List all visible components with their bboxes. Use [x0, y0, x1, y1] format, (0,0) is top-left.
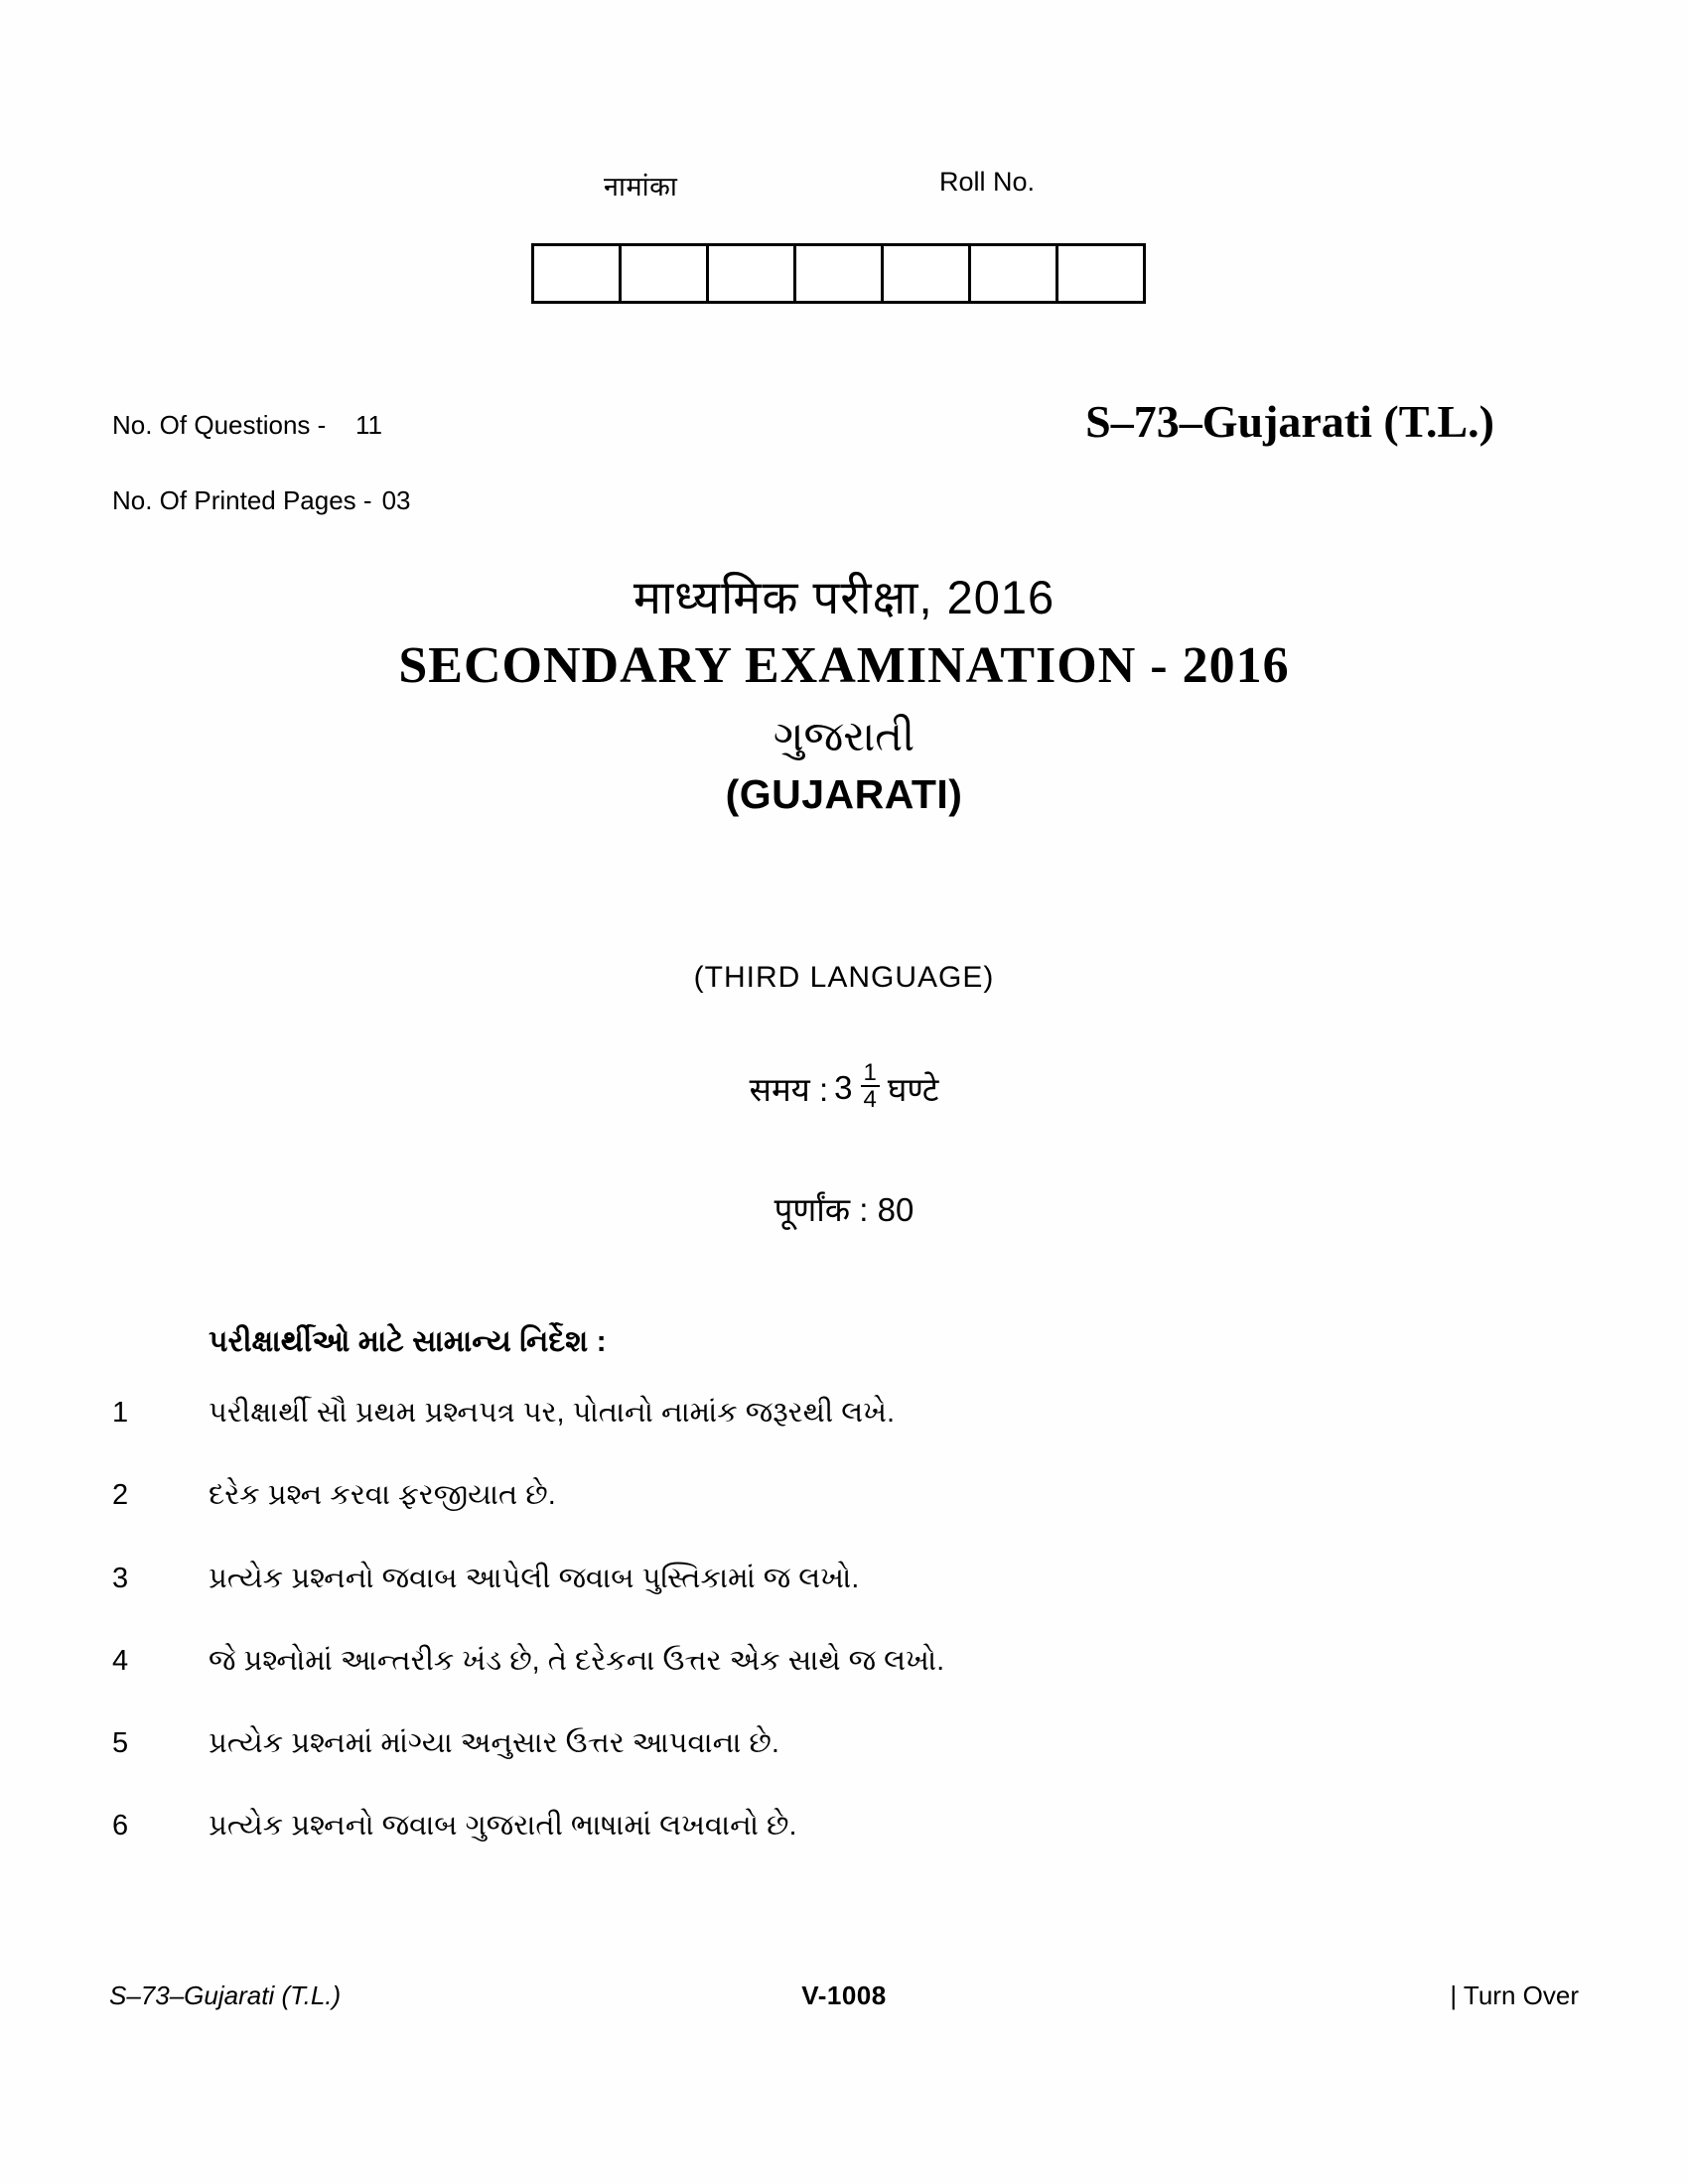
- meta-row-questions: [112, 412, 410, 438]
- instruction-text: પરીક્ષાર્થી સૌ પ્રથમ પ્રશ્નપત્ર પર, પોતાનો નામાંક જરૂરથી લખે.: [209, 1397, 896, 1429]
- paper-code: S–73–Gujarati (T.L.): [1085, 396, 1494, 447]
- language-note: (THIRD LANGUAGE): [693, 961, 995, 994]
- marks-value: 80: [877, 1191, 914, 1228]
- rollno-cell[interactable]: [709, 246, 796, 301]
- time-unit: घण्टे: [887, 1070, 939, 1108]
- paper-meta: [112, 412, 410, 563]
- time-line: [0, 1059, 1688, 1114]
- instruction-text: પ્રત્યેક પ્રશ્નનો જવાબ ગુજરાતી ભાષામાં લખવાનો છે.: [209, 1810, 797, 1843]
- instruction-item: [112, 1477, 1532, 1513]
- footer-page-code: V-1008: [801, 1980, 887, 2010]
- instruction-text: દરેક પ્રશ્ન કરવા ફરજીયાત છે.: [209, 1479, 556, 1512]
- pages-value: 03: [381, 485, 411, 515]
- time-fraction: [861, 1060, 880, 1112]
- exam-title-english: SECONDARY EXAMINATION - 2016: [398, 637, 1290, 695]
- page-footer: [109, 1980, 1579, 2020]
- instructions-heading: પરીક્ષાર્થીઓ માટે સામાન્ય નિર્દેશ :: [209, 1325, 607, 1358]
- marks-label: पूर्णांक :: [774, 1191, 869, 1228]
- instruction-item: [112, 1808, 1532, 1843]
- instruction-item: [112, 1561, 1532, 1596]
- rollno-cell[interactable]: [796, 246, 884, 301]
- time-label: समय :: [749, 1070, 829, 1108]
- questions-value: 11: [355, 410, 382, 440]
- instruction-number: 2: [112, 1479, 129, 1512]
- instruction-text: પ્રત્યેક પ્રશ્નનો જવાબ આપેલી જવાબ પુસ્તિકામાં જ લખો.: [209, 1562, 860, 1594]
- time-whole: 3: [834, 1069, 853, 1107]
- rollno-cell[interactable]: [971, 246, 1058, 301]
- instruction-item: [112, 1643, 1532, 1679]
- footer-turn-over: | Turn Over: [1450, 1980, 1579, 2010]
- rollno-cell[interactable]: [622, 246, 709, 301]
- rollno-cell[interactable]: [1058, 246, 1146, 301]
- instruction-item: [112, 1395, 1532, 1431]
- namanka-label: नामांका: [604, 172, 678, 202]
- instructions-list: [112, 1395, 1532, 1891]
- fraction-denominator: 4: [861, 1085, 880, 1112]
- instruction-number: 5: [112, 1727, 129, 1759]
- instruction-item: [112, 1725, 1532, 1761]
- instruction-number: 4: [112, 1644, 129, 1677]
- instruction-number: 3: [112, 1562, 129, 1594]
- rollno-cell[interactable]: [534, 246, 622, 301]
- footer-paper-code: S–73–Gujarati (T.L.): [109, 1980, 342, 2010]
- meta-row-pages: [112, 487, 410, 513]
- subject-title-english: (GUJARATI): [725, 771, 963, 818]
- instruction-number: 1: [112, 1397, 129, 1429]
- questions-label: No. Of Questions -: [112, 410, 327, 440]
- rollno-cell[interactable]: [884, 246, 971, 301]
- exam-title-hindi: माध्यमिक परीक्षा, 2016: [633, 571, 1055, 623]
- rollno-grid[interactable]: [531, 243, 1146, 304]
- instruction-number: 6: [112, 1810, 129, 1843]
- pages-label: No. Of Printed Pages -: [112, 485, 372, 515]
- fraction-numerator: 1: [863, 1059, 877, 1086]
- marks-line: [0, 1186, 1688, 1231]
- title-block: [0, 571, 1688, 818]
- rollno-header: [531, 167, 1147, 210]
- subject-title-gujarati: ગુજરાતી: [773, 713, 915, 760]
- instruction-text: પ્રત્યેક પ્રશ્નમાં માંગ્યા અનુસાર ઉત્તર આપવાના છે.: [209, 1727, 779, 1759]
- instruction-text: જે પ્રશ્નોમાં આન્તરીક ખંડ છે, તે દરેકના ઉત્તર એક સાથે જ લખો.: [209, 1644, 945, 1677]
- rollno-label: Roll No.: [939, 167, 1036, 197]
